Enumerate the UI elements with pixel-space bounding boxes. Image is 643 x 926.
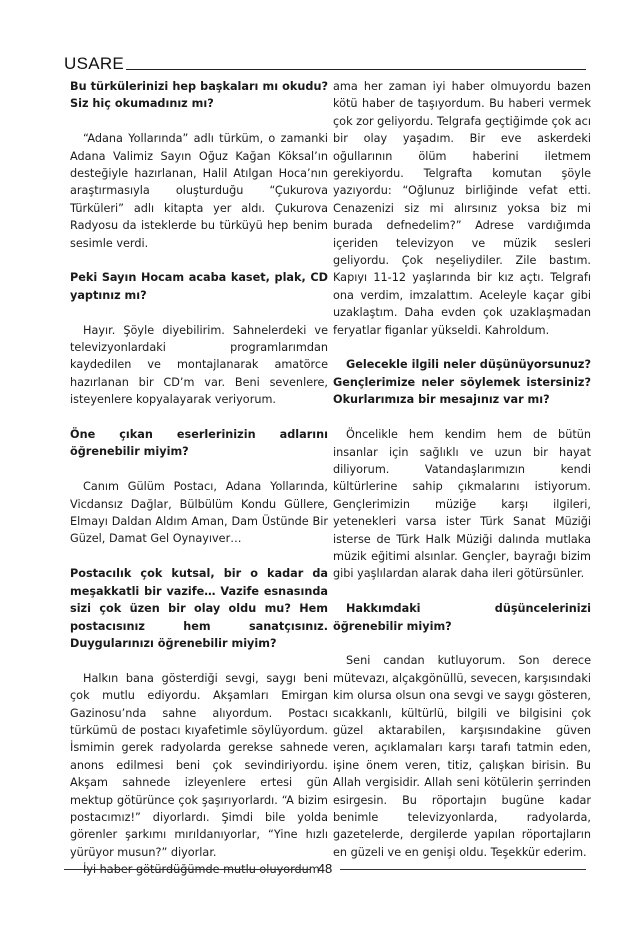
interview-answer: Canım Gülüm Postacı, Adana Yollarında, Vicdansız Dağlar, Bülbülüm Kondu Güllere, Elmayı Daldan Aldım Aman, Dam Üstünde Bir Güzel, Damat Gel Oynayıver… — [70, 480, 328, 546]
interview-answer: Halkın bana gösterdiği sevgi, saygı beni çok mutlu ediyordu. Akşamları Emirgan Gazinosu’nda sahne alıyordum. Postacı türkümü de postacı kıyafetimle söylüyordum. İsmimin gerek radyolarda gerekse sahnede anons edilmesi beni çok sevindiriyordu. Akşam sahnede izleyenlere ertesi gün mektup götürünce çok şaşırıyorlardı. “A bizim postacımız!” diyorlardı. Şimdi bile yolda görenler şarkımı mırıldanıyorlar, “Yine hızlı yürüyor musun?” diyorlar. — [70, 671, 328, 859]
interview-question: Bu türkülerinizi hep başkaları mı okudu? Siz hiç okumadınız mı? — [70, 80, 328, 111]
page-header — [64, 54, 586, 74]
magazine-title: USARE — [64, 54, 125, 73]
left-column — [70, 78, 328, 879]
page-footer — [64, 861, 586, 877]
interview-answer: Hayır. Şöyle diyebilirim. Sahnelerdeki ve televizyonlardaki programlarımdan kaydedilen ve montajlanarak amatörce hazırlanan bir CD’m var. Beni sevenlere, isteyenlere kopyalayarak veriyorum. — [70, 323, 328, 407]
interview-answer: “Adana Yollarında” adlı türküm, o zamanki Adana Valimiz Sayın Oğuz Kağan Köksal’ın desteğiyle hazırlanan, Halil Atılgan Hoca’nın araştırmasıyla oluşturduğu “Çukurova Türküleri” adlı kitapta yer aldı. Çukurova Radyosu da isteklerde bu türküyü hep benim sesimle verdi. — [70, 132, 328, 250]
interview-answer: Seni candan kutluyorum. Son derece mütevazı, alçakgönüllü, sevecen, karşısındaki kim olursa olsun ona sevgi ve saygı gösteren, sıcakkanlı, kültürlü, bilgili ve bilgisini çok güzel aktarabilen, karşısındakine güven veren, açıklamaları karşı tarafı tatmin eden, işine önem veren, titiz, çalışkan birisin. Bu Allah vergisidir. Allah seni kötülerin şerrinden esirgesin. Bu röportajın bugüne kadar benimle televizyonlarda, radyolarda, gazetelerde, dergilerde yapılan röportajların en güzeli ve en genişi oldu. Teşekkür ederim. — [333, 654, 591, 859]
footer-rule-left — [64, 869, 310, 870]
right-column — [333, 78, 591, 861]
page-number: 48 — [317, 861, 333, 876]
interview-answer-continuation: ama her zaman iyi haber olmuyordu bazen kötü haber de taşıyordum. Bu haberi vermek çok zor geliyordu. Telgrafa geçtiğimde çok acı bir olay yaşadım. Bir eve askerdeki oğullarının ölüm haberini iletmem gerekiyordu. Telgrafta komutan şöyle yazıyordu: “Oğlunuz birliğinde vefat etti. Cenazenizi siz mi alırsınız yoksa biz mi burada defnedelim?” Adrese vardığımda içeriden televizyon ve müzik sesleri geliyordu. Çok neşeliydiler. Zile bastım. Kapıyı 11-12 yaşlarında bir kız açtı. Telgrafı ona verdim, imzalattım. Aceleyle kaçar gibi uzaklaştım. Daha evden çok uzaklaşmadan feryatlar figanlar yükseldi. Kahroldum. — [333, 80, 591, 337]
interview-question: Hakkımdaki düşüncelerinizi öğrenebilir miyim? — [333, 602, 591, 633]
interview-question: Peki Sayın Hocam acaba kaset, plak, CD yaptınız mı? — [70, 271, 328, 302]
interview-answer: Öncelikle hem kendim hem de bütün insanlar için sağlıklı ve uzun bir hayat diliyorum. Vatandaşlarımızın kendi kültürlerine sahip çıkmalarını istiyorum. Gençlerimizin müziğe karşı ilgileri, yetenekleri varsa ister Türk Sanat Müziği isterse de Türk Halk Müziği dalında mutlaka müzik eğitimi alsınlar. Gençler, bayrağı bizim gibi yaşlılardan alarak daha ileri götürsünler. — [333, 428, 591, 581]
header-rule — [126, 69, 586, 70]
footer-rule-right — [340, 869, 586, 870]
interview-answer-continued: İyi haber götürdüğümde mutlu oluyordum — [83, 863, 320, 877]
interview-question: Öne çıkan eserlerinizin adlarını öğrenebilir miyim? — [70, 428, 328, 459]
interview-question: Postacılık çok kutsal, bir o kadar da meşakkatli bir vazife… Vazife esnasında sizi çok üzen bir olay oldu mu? Hem postacısınız hem sanatçısınız. Duygularınızı öğrenebilir miyim? — [70, 567, 328, 650]
interview-question: Gelecekle ilgili neler düşünüyorsunuz? Gençlerimize neler söylemek istersiniz? Okurlarımıza bir mesajınız var mı? — [333, 358, 591, 407]
